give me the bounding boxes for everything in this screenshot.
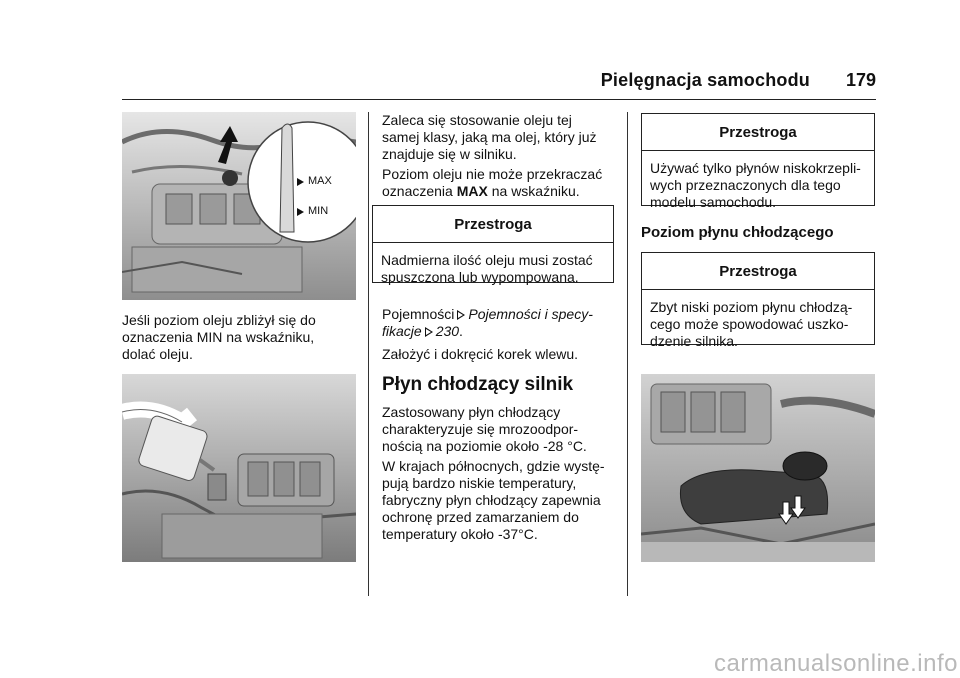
coolant-intro-paragraph: Zastosowany płyn chłodzący charakteryzuje się mrozoodpor- nością na poziomie około -28 °C. (382, 404, 587, 454)
oil-max-paragraph: Poziom oleju nie może przekraczać oznaczenia MAX na wskaźniku. (382, 166, 603, 199)
header-rule (122, 99, 876, 100)
coolant-reservoir-illustration (641, 374, 875, 562)
caution-text: Nadmierna ilość oleju musi zostać spuszczona lub wypompowana. (381, 252, 593, 285)
coolant-north-paragraph: W krajach północnych, gdzie wystę- pują bardzo niskie temperatury, fabryczny płyn chłodzący zapewnia ochronę przed zamarzaniem do temperatury około -37°C. (382, 458, 605, 542)
max-mark-text: MAX (456, 183, 488, 199)
column-divider-right (627, 112, 628, 596)
caution-text: Zbyt niski poziom płynu chłodzą- cego może spowodować uszko- dzenie silnika. (650, 299, 853, 349)
cross-reference-icon (457, 310, 465, 320)
caution-title: Przestroga (719, 263, 797, 280)
dipstick-max-label: MAX (308, 175, 332, 187)
caution-box-excess-oil (372, 205, 614, 283)
oil-low-paragraph: Jeśli poziom oleju zbliżył się do oznaczenia MIN na wskaźniku, dolać oleju. (122, 312, 316, 362)
caution-box-low-coolant (641, 252, 875, 349)
caution-box-coolant-type (641, 113, 875, 210)
column-divider-left (368, 112, 369, 596)
oil-type-paragraph: Zaleca się stosowanie oleju tej samej klasy, jaką ma olej, który już znajduje się w silniku. (382, 112, 597, 162)
caution-text: Używać tylko płynów niskokrzepli- wych przeznaczonych dla tego modelu samochodu. (650, 160, 861, 210)
coolant-level-heading: Poziom płynu chłodzącego (641, 224, 834, 241)
coolant-heading: Płyn chłodzący silnik (382, 374, 574, 395)
page-reference-link[interactable]: 230 (435, 323, 460, 339)
page-number: 179 (845, 70, 876, 90)
capacity-link[interactable]: Pojemności i specy- (468, 306, 593, 322)
caution-title: Przestroga (454, 216, 532, 233)
watermark: carmanualsonline.info (714, 650, 958, 677)
dipstick-illustration (122, 112, 356, 300)
dipstick-min-label: MIN (308, 205, 329, 217)
section-title: Pielęgnacja samochodu (600, 70, 810, 90)
capacity-reference: Pojemności Pojemności i specy- fikacje 230. (382, 306, 593, 339)
pouring-oil-illustration (122, 374, 356, 562)
page-reference-icon (425, 327, 433, 337)
cap-paragraph: Założyć i dokręcić korek wlewu. (382, 346, 579, 362)
caution-title: Przestroga (719, 124, 797, 141)
